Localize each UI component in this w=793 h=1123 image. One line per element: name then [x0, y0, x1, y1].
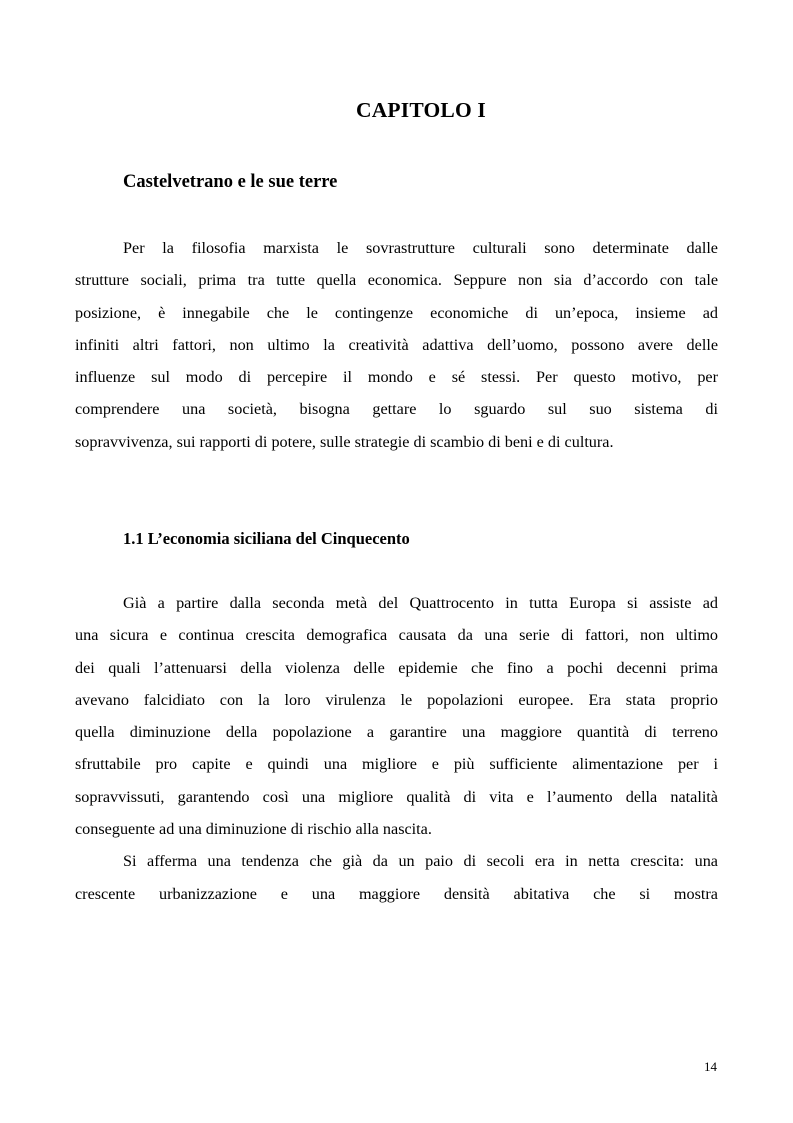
paragraph-line: dei quali l’attenuarsi della violenza delle epidemie che fino a pochi decenni prima — [75, 658, 718, 677]
paragraph-line: influenze sul modo di percepire il mondo e sé stessi. Per questo motivo, per — [75, 368, 718, 387]
paragraph-line: Per la filosofia marxista le sovrastrutture culturali sono determinate dalle — [123, 239, 718, 257]
paragraph-intro — [75, 232, 718, 458]
paragraph-line: avevano falcidiato con la loro virulenza le popolazioni europee. Era stata proprio — [75, 690, 718, 709]
paragraph-line: sopravvivenza, sui rapporti di potere, sulle strategie di scambio di beni e di cultura. — [75, 432, 614, 451]
chapter-title: CAPITOLO I — [355, 98, 487, 122]
paragraph-line: sfruttabile pro capite e quindi una migliore e più sufficiente alimentazione per i — [75, 755, 718, 774]
page-number: 14 — [704, 1059, 717, 1074]
paragraph-line: strutture sociali, prima tra tutte quella economica. Seppure non sia d’accordo con tale — [75, 271, 718, 290]
paragraph-line: comprendere una società, bisogna gettare lo sguardo sul suo sistema di — [75, 400, 718, 419]
paragraph-line: sopravvissuti, garantendo così una migliore qualità di vita e l’aumento della natalità — [75, 787, 718, 806]
paragraph-line: crescente urbanizzazione e una maggiore densità abitativa che si mostra — [75, 884, 718, 903]
paragraph-economy — [75, 587, 718, 910]
paragraph-line: Si afferma una tendenza che già da un paio di secoli era in netta crescita: una — [123, 852, 718, 871]
section-title: Castelvetrano e le sue terre — [123, 172, 338, 192]
paragraph-line: posizione, è innegabile che le contingenze economiche di un’epoca, insieme ad — [75, 303, 718, 322]
subsection-title: 1.1 L’economia siciliana del Cinquecento — [123, 529, 410, 548]
paragraph-line: quella diminuzione della popolazione a garantire una maggiore quantità di terreno — [75, 723, 718, 742]
paragraph-line: Già a partire dalla seconda metà del Quattrocento in tutta Europa si assiste ad — [123, 594, 718, 612]
paragraph-line: infiniti altri fattori, non ultimo la creatività adattiva dell’uomo, possono avere delle — [75, 335, 718, 354]
paragraph-line: una sicura e continua crescita demografica causata da una serie di fattori, non ultimo — [75, 626, 718, 645]
paragraph-line: conseguente ad una diminuzione di rischio alla nascita. — [75, 820, 432, 839]
